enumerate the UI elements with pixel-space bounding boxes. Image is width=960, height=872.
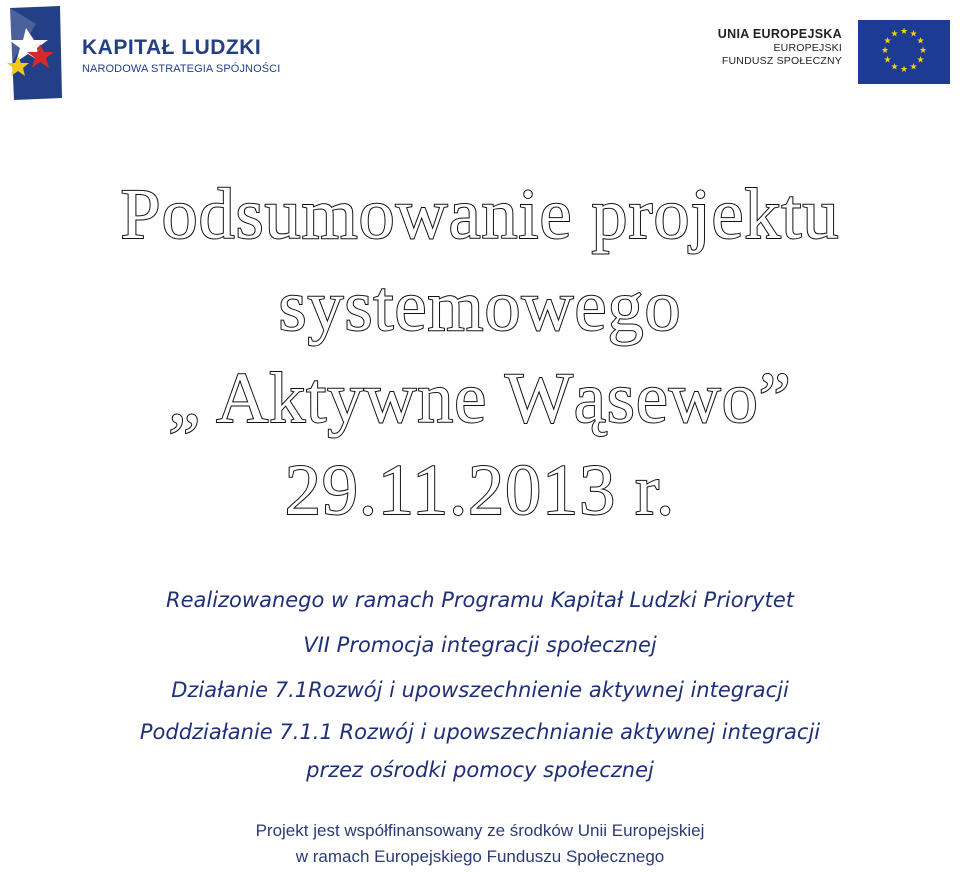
funding-footer xyxy=(0,818,960,870)
kapital-ludzki-title: KAPITAŁ LUDZKI xyxy=(82,36,262,59)
svg-text:★: ★ xyxy=(890,62,899,73)
svg-text:★: ★ xyxy=(909,62,918,73)
title-line-1: Podsumowanie projektu xyxy=(120,174,840,254)
eu-logo-line-1: UNIA EUROPEJSKA xyxy=(717,27,842,41)
eu-logo-line-2: EUROPEJSKI xyxy=(773,42,842,54)
svg-text:★: ★ xyxy=(883,36,892,47)
title-line-2: systemowego xyxy=(278,266,682,346)
svg-text:★: ★ xyxy=(880,46,890,56)
svg-text:★: ★ xyxy=(899,27,909,37)
title-line-4: 29.11.2013 r. xyxy=(284,450,676,530)
program-line-3: Działanie 7.1Rozwój i upowszechnienie aktywnej integracji xyxy=(171,678,789,702)
svg-text:★: ★ xyxy=(899,65,909,75)
kapital-ludzki-text xyxy=(82,36,280,76)
program-line-5: przez ośrodki pomocy społecznej xyxy=(306,758,654,782)
program-line-4: Poddziałanie 7.1.1 Rozwój i upowszechnianie aktywnej integracji xyxy=(139,720,821,744)
title-line-3: „ Aktywne Wąsewo” xyxy=(168,358,792,438)
footer-line-1: Projekt jest współfinansowany ze środków Unii Europejskiej xyxy=(255,821,705,840)
footer-line-2: w ramach Europejskiego Funduszu Społecznego xyxy=(295,847,665,866)
eu-logo-line-3: FUNDUSZ SPOŁECZNY xyxy=(721,55,842,67)
kapital-ludzki-logo xyxy=(6,6,306,102)
svg-text:★: ★ xyxy=(883,55,892,66)
kapital-ludzki-emblem-icon xyxy=(6,6,64,100)
eu-logo-text xyxy=(718,26,842,68)
document-title xyxy=(0,168,960,536)
program-line-2: VII Promocja integracji społecznej xyxy=(303,633,657,657)
program-line-1: Realizowanego w ramach Programu Kapitał Ludzki Priorytet xyxy=(165,588,794,612)
program-description xyxy=(0,578,960,789)
svg-text:★: ★ xyxy=(890,29,899,40)
eu-flag-icon xyxy=(858,20,950,84)
kapital-ludzki-subtitle: NARODOWA STRATEGIA SPÓJNOŚCI xyxy=(82,63,281,75)
svg-text:★: ★ xyxy=(909,29,918,40)
svg-text:★: ★ xyxy=(916,55,925,66)
eu-logo xyxy=(714,20,954,86)
svg-text:★: ★ xyxy=(916,36,925,47)
svg-text:★: ★ xyxy=(918,46,928,56)
